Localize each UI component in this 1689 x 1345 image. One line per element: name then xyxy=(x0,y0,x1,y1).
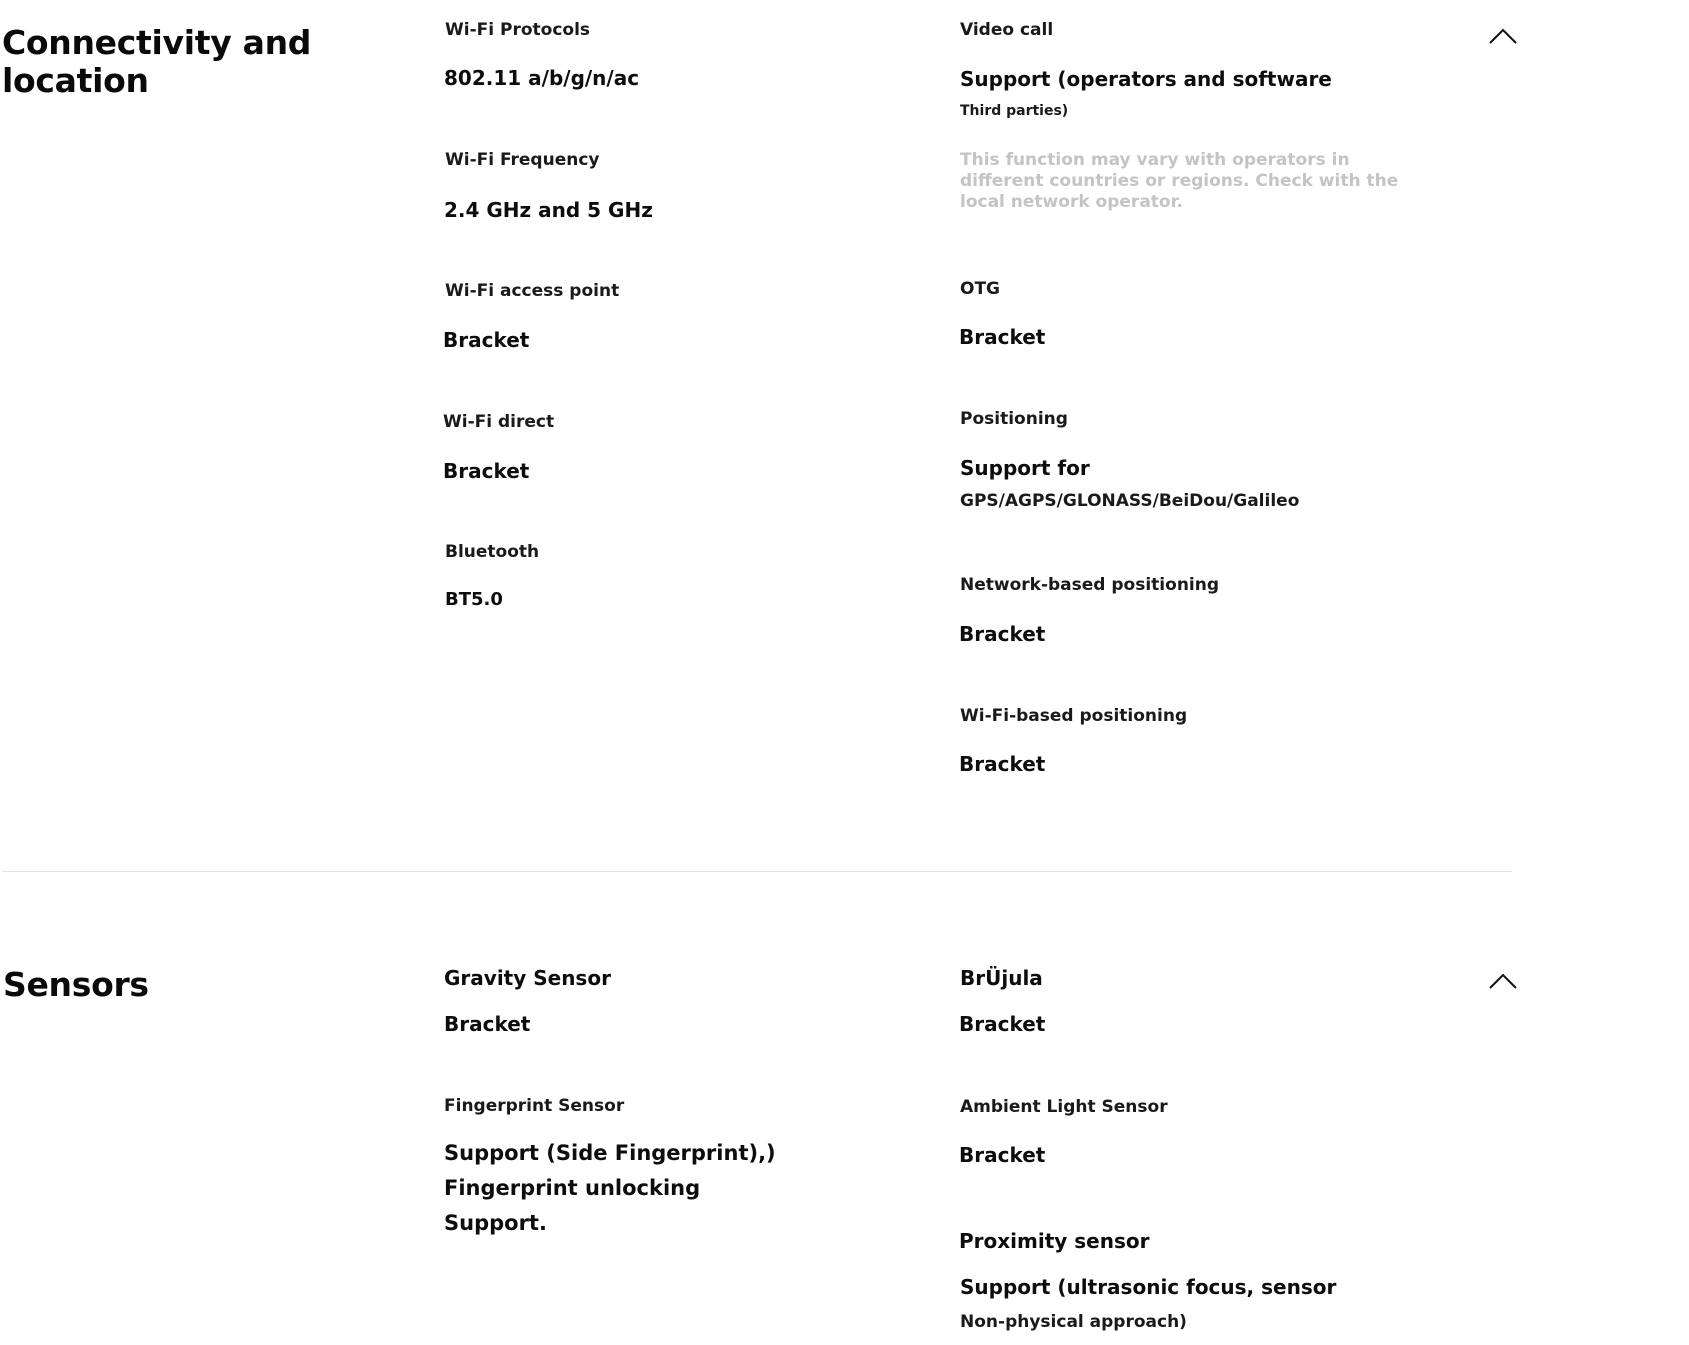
spec-value-wifi-direct: Bracket xyxy=(443,459,530,483)
spec-note-video-call: This function may vary with operators in different countries or regions. Check with the local network operator. xyxy=(960,150,1399,212)
spec-value-video-call: Support (operators and software xyxy=(960,67,1332,91)
collapse-sensors-button[interactable] xyxy=(1488,971,1518,991)
section-title-sensors: Sensors xyxy=(3,965,149,1004)
spec-label-wifi-protocols: Wi-Fi Protocols xyxy=(445,20,591,40)
spec-value-bluetooth: BT5.0 xyxy=(445,589,503,610)
chevron-up-icon xyxy=(1488,971,1518,991)
spec-label-wifi-frequency: Wi-Fi Frequency xyxy=(445,150,600,170)
spec-label-positioning: Positioning xyxy=(960,409,1068,429)
spec-label-video-call: Video call xyxy=(960,20,1054,40)
spec-value-positioning: Support for xyxy=(960,456,1090,480)
spec-value-otg: Bracket xyxy=(959,325,1046,349)
spec-sub-proximity-sensor: Non-physical approach) xyxy=(960,1312,1187,1332)
section-title-line1: Connectivity and xyxy=(2,23,312,62)
spec-label-fingerprint-sensor: Fingerprint Sensor xyxy=(444,1096,625,1116)
spec-label-compass: BrÜjula xyxy=(960,966,1043,990)
spec-value-ambient-light: Bracket xyxy=(959,1143,1046,1167)
spec-value-wifi-frequency: 2.4 GHz and 5 GHz xyxy=(444,198,653,222)
spec-value-compass: Bracket xyxy=(959,1012,1046,1036)
spec-value-wifi-positioning: Bracket xyxy=(959,752,1046,776)
fingerprint-line2: Fingerprint unlocking xyxy=(444,1176,701,1200)
fingerprint-line3: Support. xyxy=(444,1211,547,1235)
spec-value-network-positioning: Bracket xyxy=(959,622,1046,646)
fingerprint-line1: Support (Side Fingerprint),) xyxy=(444,1141,776,1165)
spec-label-gravity-sensor: Gravity Sensor xyxy=(444,966,611,990)
spec-value-wifi-access-point: Bracket xyxy=(443,328,530,352)
spec-sub-positioning: GPS/AGPS/GLONASS/BeiDou/Galileo xyxy=(960,491,1300,511)
spec-value-fingerprint-sensor xyxy=(444,1136,776,1241)
spec-label-proximity-sensor: Proximity sensor xyxy=(959,1229,1150,1253)
spec-label-wifi-positioning: Wi-Fi-based positioning xyxy=(960,706,1188,726)
spec-label-network-positioning: Network-based positioning xyxy=(960,575,1220,595)
spec-value-gravity-sensor: Bracket xyxy=(444,1012,531,1036)
spec-label-otg: OTG xyxy=(960,279,1001,299)
spec-label-wifi-access-point: Wi-Fi access point xyxy=(445,281,620,301)
spec-value-wifi-protocols: 802.11 a/b/g/n/ac xyxy=(444,66,640,90)
section-divider xyxy=(2,871,1512,872)
chevron-up-icon xyxy=(1488,26,1518,46)
spec-label-wifi-direct: Wi-Fi direct xyxy=(443,412,555,432)
collapse-connectivity-button[interactable] xyxy=(1488,26,1518,46)
spec-value-proximity-sensor: Support (ultrasonic focus, sensor xyxy=(960,1275,1337,1299)
spec-label-bluetooth: Bluetooth xyxy=(445,542,540,562)
section-title-line2: location xyxy=(2,61,149,100)
spec-label-ambient-light: Ambient Light Sensor xyxy=(960,1097,1168,1117)
spec-sub-video-call: Third parties) xyxy=(960,103,1069,119)
section-title-connectivity xyxy=(2,24,311,100)
